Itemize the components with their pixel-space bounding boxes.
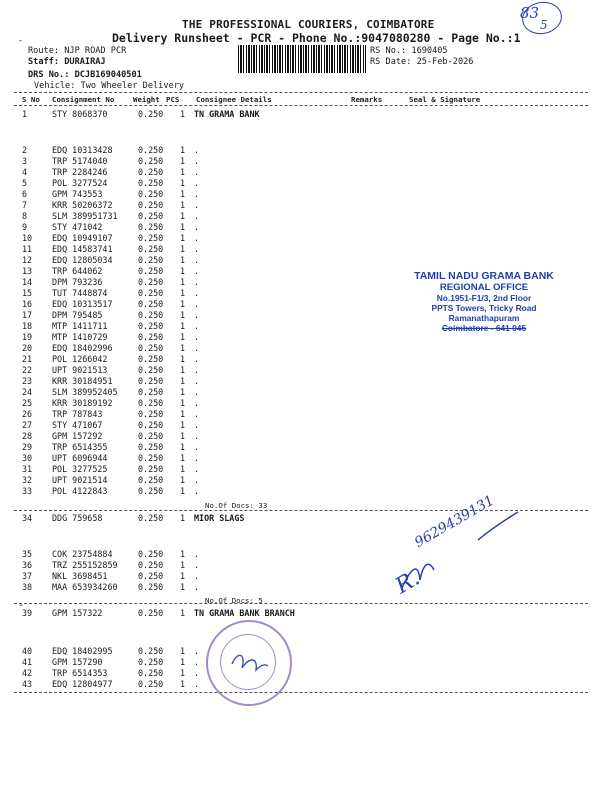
bank-stamp <box>404 270 564 333</box>
row-weight: 0.250 <box>138 571 164 581</box>
row-weight: 0.250 <box>138 332 164 342</box>
row-consignee: . <box>194 211 200 221</box>
row-pcs: 1 <box>180 145 186 155</box>
row-consignment: POL 4122843 <box>52 486 108 496</box>
row-weight: 0.250 <box>138 560 164 570</box>
row-pcs: 1 <box>180 299 186 309</box>
row-sno: 22 <box>22 365 33 375</box>
row-consignee: . <box>194 475 200 485</box>
row-consignee: . <box>194 321 200 331</box>
row-consignee: . <box>194 200 200 210</box>
col-remarks: Remarks <box>351 95 383 104</box>
row-pcs: 1 <box>180 560 186 570</box>
row-pcs: 1 <box>180 255 186 265</box>
round-stamp <box>206 620 292 706</box>
row-consignment: GPM 743553 <box>52 189 103 199</box>
col-sno: S No <box>22 95 40 104</box>
row-consignment: TRP 6514353 <box>52 668 108 678</box>
row-pcs: 1 <box>180 657 186 667</box>
row-consignment: DPM 795485 <box>52 310 103 320</box>
row-weight: 0.250 <box>138 310 164 320</box>
row-consignee: . <box>194 398 200 408</box>
row-consignee: . <box>194 343 200 353</box>
row-consignment: EDQ 10313517 <box>52 299 113 309</box>
row-consignee: . <box>194 464 200 474</box>
row-pcs: 1 <box>180 398 186 408</box>
stamp-line-address3: Ramanathapuram <box>448 313 520 323</box>
row-consignment: POL 1266042 <box>52 354 108 364</box>
row-sno: 18 <box>22 321 33 331</box>
row-pcs: 1 <box>180 321 186 331</box>
row-consignee: . <box>194 365 200 375</box>
row-sno: 14 <box>22 277 33 287</box>
row-sno: 5 <box>22 178 28 188</box>
row-pcs: 1 <box>180 343 186 353</box>
row-consignment: EDQ 18402996 <box>52 343 113 353</box>
row-weight: 0.250 <box>138 387 164 397</box>
row-consignee: . <box>194 145 200 155</box>
row-sno: 13 <box>22 266 33 276</box>
row-sno: 30 <box>22 453 33 463</box>
row-consignment: DPM 793236 <box>52 277 103 287</box>
row-weight: 0.250 <box>138 222 164 232</box>
row-consignment: POL 3277525 <box>52 464 108 474</box>
row-pcs: 1 <box>180 453 186 463</box>
row-consignment: EDQ 18402995 <box>52 646 113 656</box>
row-sno: 39 <box>22 608 33 618</box>
row-consignee: . <box>194 332 200 342</box>
row-weight: 0.250 <box>138 486 164 496</box>
signature-initials: R. <box>391 565 425 600</box>
stamp-line-office: REGIONAL OFFICE <box>439 282 529 293</box>
row-consignee: . <box>194 299 200 309</box>
row-weight: 0.250 <box>138 365 164 375</box>
row-sno: 20 <box>22 343 33 353</box>
row-pcs: 1 <box>180 277 186 287</box>
row-weight: 0.250 <box>138 513 164 523</box>
row-consignee: . <box>194 310 200 320</box>
company-title: THE PROFESSIONAL COURIERS, COIMBATORE <box>182 18 435 31</box>
row-pcs: 1 <box>180 109 186 119</box>
runsheet-subtitle: Delivery Runsheet - PCR - Phone No.:9047080280 - Page No.:1 <box>112 31 521 45</box>
row-sno: 10 <box>22 233 33 243</box>
row-consignment: COK 23754884 <box>52 549 113 559</box>
stamp-line-address4: Coimbatore - 641 045 <box>441 323 527 333</box>
row-consignee: . <box>194 560 200 570</box>
row-sno: 34 <box>22 513 33 523</box>
row-sno: 12 <box>22 255 33 265</box>
row-weight: 0.250 <box>138 167 164 177</box>
row-pcs: 1 <box>180 387 186 397</box>
row-consignment: TRP 5174040 <box>52 156 108 166</box>
row-pcs: 1 <box>180 486 186 496</box>
row-weight: 0.250 <box>138 354 164 364</box>
row-sno: 16 <box>22 299 33 309</box>
row-weight: 0.250 <box>138 668 164 678</box>
row-consignee: . <box>194 668 200 678</box>
row-pcs: 1 <box>180 288 186 298</box>
staff-label: Staff: DURAIRAJ <box>28 57 106 67</box>
row-consignee: . <box>194 244 200 254</box>
row-pcs: 1 <box>180 365 186 375</box>
row-consignment: MTP 1411711 <box>52 321 108 331</box>
row-consignee: . <box>194 549 200 559</box>
row-sno: 21 <box>22 354 33 364</box>
col-weight: Weight <box>133 95 160 104</box>
col-seal: Seal & Signature <box>409 95 481 104</box>
signature-phone: 9629439131 <box>412 492 498 551</box>
stamp-line-bank: TAMIL NADU GRAMA BANK <box>414 270 554 282</box>
row-consignment: SLM 389952405 <box>52 387 118 397</box>
row-consignment: KRR 30189192 <box>52 398 113 408</box>
row-consignee: . <box>194 222 200 232</box>
row-consignee: . <box>194 376 200 386</box>
row-consignee: . <box>194 156 200 166</box>
row-weight: 0.250 <box>138 145 164 155</box>
row-consignment: TRP 787843 <box>52 409 103 419</box>
row-pcs: 1 <box>180 442 186 452</box>
row-sno: 17 <box>22 310 33 320</box>
section-rule-2 <box>14 603 588 604</box>
corner-mark-bottom: 5 <box>540 18 548 32</box>
row-consignee: . <box>194 420 200 430</box>
row-weight: 0.250 <box>138 299 164 309</box>
rs-number: RS No.: 1690405 <box>370 46 448 56</box>
row-pcs: 1 <box>180 376 186 386</box>
row-sno: 8 <box>22 211 28 221</box>
row-consignment: NKL 3698451 <box>52 571 108 581</box>
row-sno: 3 <box>22 156 28 166</box>
row-pcs: 1 <box>180 156 186 166</box>
row-weight: 0.250 <box>138 277 164 287</box>
row-consignee: MIOR SLAGS <box>194 513 245 523</box>
row-weight: 0.250 <box>138 442 164 452</box>
corner-mark-top: 83 <box>520 4 540 22</box>
row-pcs: 1 <box>180 211 186 221</box>
row-consignment: TRP 644062 <box>52 266 103 276</box>
row-consignment: TRP 2284246 <box>52 167 108 177</box>
row-pcs: 1 <box>180 571 186 581</box>
row-sno: 11 <box>22 244 33 254</box>
row-weight: 0.250 <box>138 200 164 210</box>
row-sno: 36 <box>22 560 33 570</box>
row-pcs: 1 <box>180 222 186 232</box>
row-consignment: UPT 9021514 <box>52 475 108 485</box>
row-consignee: . <box>194 486 200 496</box>
row-sno: 37 <box>22 571 33 581</box>
row-consignment: STY 8068370 <box>52 109 108 119</box>
row-consignee: TN GRAMA BANK <box>194 109 260 119</box>
row-consignment: EDQ 12804977 <box>52 679 113 689</box>
row-sno: 4 <box>22 167 28 177</box>
row-consignee: . <box>194 167 200 177</box>
row-sno: 29 <box>22 442 33 452</box>
row-consignee: . <box>194 582 200 592</box>
row-consignment: GPM 157322 <box>52 608 103 618</box>
row-weight: 0.250 <box>138 178 164 188</box>
row-pcs: 1 <box>180 354 186 364</box>
row-sno: 15 <box>22 288 33 298</box>
row-consignment: GPM 157292 <box>52 431 103 441</box>
row-pcs: 1 <box>180 332 186 342</box>
row-consignment: EDQ 10949107 <box>52 233 113 243</box>
row-weight: 0.250 <box>138 398 164 408</box>
row-pcs: 1 <box>180 464 186 474</box>
row-sno: 33 <box>22 486 33 496</box>
row-sno: 1 <box>22 109 28 119</box>
row-consignment: UPT 9021513 <box>52 365 108 375</box>
row-consignment: MTP 1410729 <box>52 332 108 342</box>
row-weight: 0.250 <box>138 211 164 221</box>
row-consignee: . <box>194 646 200 656</box>
row-consignment: UPT 6096944 <box>52 453 108 463</box>
row-consignment: KRR 30184951 <box>52 376 113 386</box>
doc-count-2: No.Of Docs: 5 <box>205 596 263 605</box>
row-weight: 0.250 <box>138 233 164 243</box>
row-weight: 0.250 <box>138 255 164 265</box>
row-consignment: TRZ 255152859 <box>52 560 118 570</box>
col-pcs: PCS <box>166 95 180 104</box>
row-sno: 26 <box>22 409 33 419</box>
col-consignment: Consignment No <box>52 95 115 104</box>
row-pcs: 1 <box>180 513 186 523</box>
row-weight: 0.250 <box>138 266 164 276</box>
row-weight: 0.250 <box>138 549 164 559</box>
row-sno: 27 <box>22 420 33 430</box>
row-consignee: . <box>194 442 200 452</box>
row-sno: 23 <box>22 376 33 386</box>
row-consignment: EDQ 10313428 <box>52 145 113 155</box>
row-consignee: . <box>194 288 200 298</box>
row-pcs: 1 <box>180 582 186 592</box>
row-consignment: STY 471067 <box>52 420 103 430</box>
row-consignment: DDG 759658 <box>52 513 103 523</box>
row-sno: 19 <box>22 332 33 342</box>
rs-date: RS Date: 25-Feb-2026 <box>370 57 474 67</box>
doc-count-1: No.Of Docs: 33 <box>205 501 268 510</box>
section-rule-3 <box>14 692 588 693</box>
row-consignee: . <box>194 255 200 265</box>
row-pcs: 1 <box>180 200 186 210</box>
row-pcs: 1 <box>180 167 186 177</box>
row-pcs: 1 <box>180 233 186 243</box>
row-weight: 0.250 <box>138 657 164 667</box>
row-weight: 0.250 <box>138 321 164 331</box>
row-pcs: 1 <box>180 178 186 188</box>
row-consignment: TRP 6514355 <box>52 442 108 452</box>
row-consignee: . <box>194 189 200 199</box>
row-sno: 40 <box>22 646 33 656</box>
row-pcs: 1 <box>180 668 186 678</box>
row-weight: 0.250 <box>138 244 164 254</box>
header-rule-top <box>14 92 588 93</box>
row-weight: 0.250 <box>138 453 164 463</box>
row-consignee: . <box>194 178 200 188</box>
row-pcs: 1 <box>180 420 186 430</box>
row-sno: 41 <box>22 657 33 667</box>
row-consignment: STY 471042 <box>52 222 103 232</box>
row-pcs: 1 <box>180 244 186 254</box>
route-label: Route: NJP ROAD PCR <box>28 46 127 56</box>
row-pcs: 1 <box>180 549 186 559</box>
row-consignment: SLM 389951731 <box>52 211 118 221</box>
row-sno: 43 <box>22 679 33 689</box>
stamp-line-address1: No.1951-F1/3, 2nd Floor <box>436 293 532 303</box>
row-sno: 31 <box>22 464 33 474</box>
row-consignment: KRR 50206372 <box>52 200 113 210</box>
row-consignee: . <box>194 571 200 581</box>
row-weight: 0.250 <box>138 189 164 199</box>
row-weight: 0.250 <box>138 431 164 441</box>
row-pcs: 1 <box>180 608 186 618</box>
row-weight: 0.250 <box>138 646 164 656</box>
row-sno: 25 <box>22 398 33 408</box>
row-sno: 28 <box>22 431 33 441</box>
row-sno: 32 <box>22 475 33 485</box>
row-pcs: 1 <box>180 679 186 689</box>
row-sno: 6 <box>22 189 28 199</box>
row-pcs: 1 <box>180 646 186 656</box>
col-consignee: Consignee Details <box>196 95 272 104</box>
row-consignment: EDQ 14583741 <box>52 244 113 254</box>
barcode <box>238 45 366 73</box>
row-sno: 24 <box>22 387 33 397</box>
row-consignment: MAA 653934260 <box>52 582 118 592</box>
row-consignee: . <box>194 233 200 243</box>
row-weight: 0.250 <box>138 420 164 430</box>
row-pcs: 1 <box>180 409 186 419</box>
row-consignee: . <box>194 266 200 276</box>
row-consignee: . <box>194 387 200 397</box>
signature-scribble <box>390 500 530 600</box>
drs-label: DRS No.: DCJB169040501 <box>28 70 142 80</box>
row-weight: 0.250 <box>138 343 164 353</box>
vehicle-label: Vehicle: Two Wheeler Delivery <box>34 81 185 91</box>
row-weight: 0.250 <box>138 109 164 119</box>
row-consignment: GPM 157290 <box>52 657 103 667</box>
row-pcs: 1 <box>180 310 186 320</box>
row-sno: 35 <box>22 549 33 559</box>
dash-mark: - <box>18 36 24 46</box>
row-consignee: . <box>194 277 200 287</box>
row-sno: 2 <box>22 145 28 155</box>
row-sno: 9 <box>22 222 28 232</box>
row-weight: 0.250 <box>138 582 164 592</box>
row-weight: 0.250 <box>138 288 164 298</box>
row-pcs: 1 <box>180 431 186 441</box>
row-pcs: 1 <box>180 266 186 276</box>
row-weight: 0.250 <box>138 475 164 485</box>
row-consignee: . <box>194 657 200 667</box>
row-sno: 42 <box>22 668 33 678</box>
row-weight: 0.250 <box>138 464 164 474</box>
row-consignment: EDQ 12805034 <box>52 255 113 265</box>
row-pcs: 1 <box>180 475 186 485</box>
row-consignment: POL 3277524 <box>52 178 108 188</box>
row-consignment: TUT 7448874 <box>52 288 108 298</box>
header-rule-bottom <box>14 105 588 106</box>
row-weight: 0.250 <box>138 376 164 386</box>
row-sno: 38 <box>22 582 33 592</box>
row-weight: 0.250 <box>138 608 164 618</box>
row-sno: 7 <box>22 200 28 210</box>
stamp-line-address2: PPTS Towers, Tricky Road <box>431 303 537 313</box>
row-consignee: . <box>194 679 200 689</box>
row-consignee: . <box>194 354 200 364</box>
row-pcs: 1 <box>180 189 186 199</box>
round-stamp-signature <box>206 620 288 702</box>
row-weight: 0.250 <box>138 679 164 689</box>
row-consignee: . <box>194 409 200 419</box>
row-weight: 0.250 <box>138 156 164 166</box>
row-consignee: . <box>194 453 200 463</box>
tick-mark: - <box>18 600 25 611</box>
row-weight: 0.250 <box>138 409 164 419</box>
row-consignee: TN GRAMA BANK BRANCH <box>194 608 295 618</box>
row-consignee: . <box>194 431 200 441</box>
